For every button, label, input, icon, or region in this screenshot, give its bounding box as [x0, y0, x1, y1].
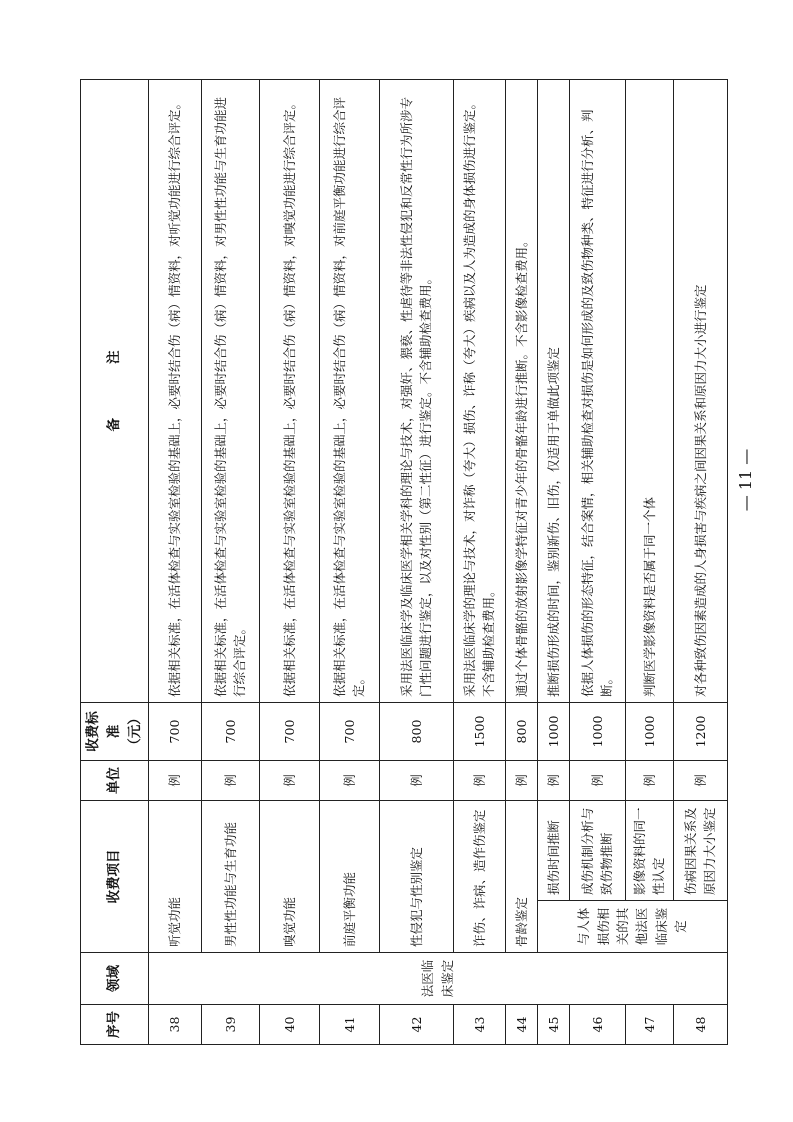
row-fee: 700 — [201, 703, 259, 761]
row-unit: 例 — [673, 761, 727, 801]
table-row — [259, 80, 319, 1045]
row-unit: 例 — [625, 761, 673, 801]
row-note: 依据相关标准，在活体检查与实验室检验的基础上，必要时结合伤（病）情资料，对前庭平衡功能进行综合评定。 — [319, 80, 379, 703]
table-row — [201, 80, 259, 1045]
table-row — [453, 80, 505, 1045]
table-row — [505, 80, 537, 1045]
row-item: 听觉功能 — [148, 801, 201, 953]
row-unit: 例 — [201, 761, 259, 801]
domain-cell: 法医临床鉴定 — [148, 953, 727, 1005]
row-item: 诈伤、诈病、造作伤鉴定 — [453, 801, 505, 953]
header-no: 序号 — [81, 1005, 149, 1045]
row-item: 损伤时间推断 — [537, 801, 569, 901]
row-note: 依据相关标准，在活体检查与实验室检验的基础上，必要时结合伤（病）情资料，对嗅觉功能进行综合评定。 — [259, 80, 319, 703]
row-item: 伤病因果关系及原因力大小鉴定 — [673, 801, 727, 901]
group-cell: 与人体损伤相关的其他法医临床鉴定 — [537, 901, 727, 953]
row-no: 47 — [625, 1005, 673, 1045]
page-number: — 11 — — [736, 448, 755, 512]
row-no: 44 — [505, 1005, 537, 1045]
row-note: 通过个体骨骼的放射影像学特征对青少年的骨骼年龄进行推断。不含影像检查费用。 — [505, 80, 537, 703]
row-no: 43 — [453, 1005, 505, 1045]
row-unit: 例 — [259, 761, 319, 801]
row-item: 影像资料的同一性认定 — [625, 801, 673, 901]
row-fee: 1000 — [625, 703, 673, 761]
header-fee: 收费标准（元） — [81, 703, 149, 761]
row-unit: 例 — [569, 761, 625, 801]
row-unit: 例 — [379, 761, 453, 801]
row-no: 45 — [537, 1005, 569, 1045]
row-item: 骨龄鉴定 — [505, 801, 537, 953]
table-row — [379, 80, 453, 1045]
table-row — [537, 80, 569, 1045]
header-note: 备 注 — [81, 80, 149, 703]
table-row — [625, 80, 673, 1045]
row-item: 男性性功能与生育功能 — [201, 801, 259, 953]
row-note: 依据相关标准，在活体检查与实验室检验的基础上，必要时结合伤（病）情资料，对听觉功能进行综合评定。 — [148, 80, 201, 703]
table-row — [569, 80, 625, 1045]
row-fee: 1000 — [569, 703, 625, 761]
row-unit: 例 — [505, 761, 537, 801]
row-unit: 例 — [148, 761, 201, 801]
header-unit: 单位 — [81, 761, 149, 801]
row-note: 判断医学影像资料是否属于同一个体 — [625, 80, 673, 703]
row-no: 38 — [148, 1005, 201, 1045]
header-domain: 领域 — [81, 953, 149, 1005]
header-item: 收费项目 — [81, 801, 149, 953]
row-note: 对各种致伤因素造成的人身损害与疾病之间因果关系和原因力大小进行鉴定 — [673, 80, 727, 703]
table-header-row — [81, 80, 149, 1045]
row-no: 39 — [201, 1005, 259, 1045]
row-note: 采用法医临床学的理论与技术，对诈称（夸大）损伤、诈称（夸大）疾病以及人为造成的身体损伤进行鉴定。不含辅助检查费用。 — [453, 80, 505, 703]
row-fee: 1200 — [673, 703, 727, 761]
row-unit: 例 — [319, 761, 379, 801]
table-row — [673, 80, 727, 1045]
fee-table — [80, 79, 728, 1045]
row-note: 依据相关标准，在活体检查与实验室检验的基础上，必要时结合伤（病）情资料，对男性性功能与生育功能进行综合评定。 — [201, 80, 259, 703]
row-item: 成伤机制分析与致伤物推断 — [569, 801, 625, 901]
row-no: 46 — [569, 1005, 625, 1045]
row-fee: 800 — [379, 703, 453, 761]
row-item: 前庭平衡功能 — [319, 801, 379, 953]
row-no: 42 — [379, 1005, 453, 1045]
row-note: 依据人体损伤的形态特征，结合案情，相关辅助检查对损伤是如何形成的及致伤物种类、特征进行分析、判断。 — [569, 80, 625, 703]
row-note: 推断损伤形成的时间，鉴别新伤、旧伤，仅适用于单做此项鉴定 — [537, 80, 569, 703]
table-row — [319, 80, 379, 1045]
row-unit: 例 — [537, 761, 569, 801]
row-no: 48 — [673, 1005, 727, 1045]
row-no: 41 — [319, 1005, 379, 1045]
row-fee: 700 — [319, 703, 379, 761]
row-item: 性侵犯与性别鉴定 — [379, 801, 453, 953]
row-fee: 800 — [505, 703, 537, 761]
row-fee: 700 — [259, 703, 319, 761]
fee-table-page — [80, 80, 718, 1045]
row-no: 40 — [259, 1005, 319, 1045]
row-fee: 1000 — [537, 703, 569, 761]
row-note: 采用法医临床学及临床医学相关学科的理论与技术，对强奸、猥亵、性虐待等非法性侵犯和反常性行为所涉专门性问题进行鉴定，以及对性别（第二性征）进行鉴定。不含辅助检查费用。 — [379, 80, 453, 703]
row-item: 嗅觉功能 — [259, 801, 319, 953]
table-row — [148, 80, 201, 1045]
row-fee: 700 — [148, 703, 201, 761]
row-fee: 1500 — [453, 703, 505, 761]
row-unit: 例 — [453, 761, 505, 801]
